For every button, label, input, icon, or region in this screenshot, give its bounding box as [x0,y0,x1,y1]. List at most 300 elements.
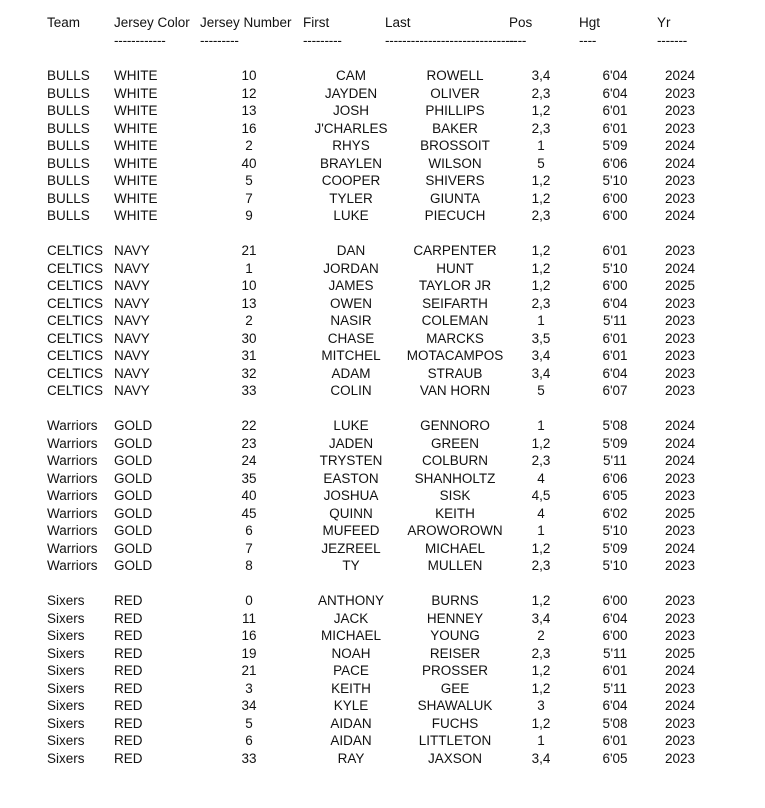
year-cell: 2023 [664,750,696,766]
jersey-color-cell: RED [114,593,143,608]
table-row [0,155,765,173]
table-row [0,610,765,628]
position-cell: 1,2 [531,243,551,258]
table-row [0,662,765,680]
position-cell: 3 [537,698,545,713]
underline-first: --------- [303,33,342,48]
position-cell: 3,4 [531,68,551,83]
height-cell: 6'01 [602,330,628,346]
jersey-number-cell: 33 [241,383,257,398]
first-name-cell: QUINN [329,505,373,521]
team-cell: BULLS [47,120,90,136]
jersey-color-cell: NAVY [114,330,150,346]
table-row [0,470,765,488]
last-name-cell: STRAUB [427,365,483,381]
position-cell: 4,5 [531,488,551,503]
team-cell: BULLS [47,138,90,153]
position-cell: 2,3 [531,120,551,136]
team-cell: Warriors [47,540,98,556]
first-name-cell: RHYS [332,138,370,153]
table-row [0,347,765,365]
header-team: Team [47,15,81,30]
position-cell: 5 [537,383,545,398]
last-name-cell: KEITH [435,505,475,521]
position-cell: 3,4 [531,750,551,766]
team-cell: BULLS [47,190,90,206]
jersey-color-cell: NAVY [114,348,150,363]
team-cell: BULLS [47,68,90,83]
jersey-number-cell: 10 [241,278,257,293]
last-name-cell: SISK [439,488,471,503]
table-row [0,207,765,225]
jersey-number-cell: 32 [241,365,257,381]
jersey-color-cell: NAVY [114,278,150,293]
jersey-number-cell: 2 [245,138,253,153]
last-name-cell: AROWOROWN [407,523,503,538]
last-name-cell: WILSON [428,155,482,171]
first-name-cell: OWEN [330,295,372,311]
year-cell: 2024 [664,435,696,451]
team-cell: BULLS [47,173,90,188]
jersey-number-cell: 7 [245,190,253,206]
last-name-cell: GENNORO [420,418,490,433]
table-row [0,592,765,610]
position-cell: 2,3 [531,208,551,223]
jersey-color-cell: NAVY [114,365,150,381]
jersey-number-cell: 34 [241,698,257,713]
jersey-number-cell: 0 [245,593,253,608]
table-row [0,697,765,715]
year-cell: 2024 [664,155,696,171]
first-name-cell: RAY [337,750,365,766]
header-hgt: Hgt [579,15,601,30]
height-cell: 5'10 [602,260,628,276]
jersey-color-cell: GOLD [114,435,153,451]
position-cell: 4 [537,505,545,521]
year-cell: 2023 [664,348,696,363]
table-row [0,435,765,453]
first-name-cell: AIDAN [330,715,372,731]
position-cell: 1,2 [531,680,551,696]
jersey-color-cell: RED [114,680,143,696]
last-name-cell: PROSSER [421,663,489,678]
table-row [0,260,765,278]
height-cell: 6'00 [602,278,628,293]
year-cell: 2023 [664,523,696,538]
jersey-color-cell: GOLD [114,488,153,503]
header-jersey-color: Jersey Color [114,15,190,30]
last-name-cell: BAKER [432,120,478,136]
team-cell: CELTICS [47,383,104,398]
table-row [0,417,765,435]
year-cell: 2023 [664,715,696,731]
year-cell: 2023 [664,103,696,118]
year-cell: 2023 [664,330,696,346]
header-last: Last [385,15,411,30]
first-name-cell: TYLER [329,190,373,206]
table-row [0,242,765,260]
position-cell: 1,2 [531,103,551,118]
table-row [0,557,765,575]
team-cell: Warriors [47,558,98,573]
year-cell: 2025 [664,505,696,521]
height-cell: 6'01 [602,733,628,748]
year-cell: 2024 [664,453,696,468]
jersey-color-cell: RED [114,715,143,731]
first-name-cell: MICHAEL [320,628,381,643]
team-cell: Sixers [47,680,85,696]
first-name-cell: JAYDEN [324,85,378,101]
first-name-cell: JEZREEL [321,540,381,556]
header-jersey-number: Jersey Number [200,15,292,30]
jersey-color-cell: RED [114,698,143,713]
jersey-color-cell: WHITE [114,120,158,136]
header-yr: Yr [657,15,671,30]
first-name-cell: J'CHARLES [314,120,388,136]
jersey-number-cell: 40 [241,155,257,171]
jersey-color-cell: GOLD [114,418,153,433]
position-cell: 3,4 [531,610,551,626]
year-cell: 2023 [664,383,696,398]
first-name-cell: BRAYLEN [319,155,383,171]
jersey-number-cell: 33 [241,750,257,766]
jersey-number-cell: 13 [241,295,257,311]
height-cell: 6'04 [602,85,628,101]
team-cell: Sixers [47,645,85,661]
team-cell: CELTICS [47,313,104,328]
height-cell: 6'04 [602,68,628,83]
team-cell: Warriors [47,523,98,538]
team-cell: Warriors [47,488,98,503]
team-cell: Warriors [47,453,98,468]
year-cell: 2025 [664,645,696,661]
first-name-cell: NASIR [330,313,372,328]
underline-yr: ------- [657,33,688,48]
year-cell: 2023 [664,558,696,573]
table-row [0,102,765,120]
height-cell: 6'04 [602,295,628,311]
position-cell: 1 [537,313,545,328]
last-name-cell: LITTLETON [418,733,492,748]
table-row [0,382,765,400]
jersey-color-cell: GOLD [114,523,153,538]
team-cell: CELTICS [47,295,104,311]
jersey-color-cell: WHITE [114,103,158,118]
last-name-cell: MARCKS [426,330,484,346]
jersey-number-cell: 19 [241,645,257,661]
position-cell: 2,3 [531,295,551,311]
position-cell: 1 [537,418,545,433]
jersey-number-cell: 11 [241,610,256,626]
first-name-cell: TRYSTEN [319,453,383,468]
last-name-cell: CARPENTER [413,243,497,258]
year-cell: 2024 [664,208,696,223]
jersey-number-cell: 6 [245,733,253,748]
last-name-cell: SEIFARTH [422,295,488,311]
height-cell: 5'10 [602,558,628,573]
height-cell: 5'08 [602,418,628,433]
underline-last: ------------------------------ [385,33,514,48]
first-name-cell: JACK [333,610,369,626]
team-cell: CELTICS [47,348,104,363]
last-name-cell: MOTACAMPOS [406,348,504,363]
jersey-color-cell: RED [114,610,143,626]
last-name-cell: OLIVER [430,85,480,101]
table-row [0,680,765,698]
position-cell: 1,2 [531,540,551,556]
table-row [0,172,765,190]
position-cell: 2,3 [531,645,551,661]
jersey-color-cell: GOLD [114,505,153,521]
table-row [0,645,765,663]
last-name-cell: SHAWALUK [417,698,493,713]
jersey-number-cell: 5 [245,173,253,188]
table-row [0,330,765,348]
table-row [0,750,765,768]
jersey-color-cell: WHITE [114,190,158,206]
position-cell: 1 [537,523,545,538]
jersey-color-cell: NAVY [114,295,150,311]
position-cell: 1,2 [531,278,551,293]
first-name-cell: NOAH [331,645,371,661]
height-cell: 6'00 [602,190,628,206]
jersey-color-cell: GOLD [114,540,153,556]
jersey-number-cell: 13 [241,103,257,118]
jersey-number-cell: 21 [241,663,257,678]
last-name-cell: BURNS [431,593,479,608]
last-name-cell: HUNT [436,260,474,276]
last-name-cell: MULLEN [427,558,483,573]
underline-jersey-color: ------------ [114,33,166,48]
jersey-color-cell: WHITE [114,85,158,101]
position-cell: 1 [537,138,545,153]
first-name-cell: DAN [336,243,366,258]
height-cell: 5'11 [602,453,628,468]
last-name-cell: COLBURN [421,453,488,468]
team-cell: Sixers [47,663,85,678]
table-row [0,732,765,750]
team-cell: Warriors [47,435,98,451]
table-row [0,715,765,733]
height-cell: 5'10 [602,173,628,188]
last-name-cell: REISER [429,645,481,661]
height-cell: 6'06 [602,470,628,486]
first-name-cell: ANTHONY [317,593,384,608]
team-cell: BULLS [47,85,90,101]
table-row [0,627,765,645]
jersey-color-cell: WHITE [114,138,158,153]
year-cell: 2024 [664,138,696,153]
jersey-color-cell: NAVY [114,313,150,328]
position-cell: 1,2 [531,260,551,276]
position-cell: 3,5 [531,330,551,346]
last-name-cell: FUCHS [431,715,479,731]
year-cell: 2023 [664,365,696,381]
last-name-cell: MICHAEL [424,540,485,556]
team-cell: Warriors [47,418,98,433]
table-row [0,67,765,85]
jersey-number-cell: 24 [241,453,257,468]
jersey-color-cell: GOLD [114,558,153,573]
team-cell: Sixers [47,733,85,748]
jersey-number-cell: 3 [245,680,253,696]
table-row [0,120,765,138]
jersey-number-cell: 23 [241,435,257,451]
height-cell: 6'00 [602,208,628,223]
team-cell: Sixers [47,628,85,643]
year-cell: 2023 [664,593,696,608]
position-cell: 4 [537,470,545,486]
team-cell: Warriors [47,505,98,521]
height-cell: 6'06 [602,155,628,171]
height-cell: 6'04 [602,698,628,713]
height-cell: 6'07 [602,383,628,398]
first-name-cell: AIDAN [330,733,372,748]
year-cell: 2023 [664,173,696,188]
jersey-number-cell: 9 [245,208,253,223]
first-name-cell: KEITH [331,680,371,696]
year-cell: 2023 [664,120,696,136]
jersey-number-cell: 7 [245,540,253,556]
jersey-number-cell: 1 [245,260,253,276]
jersey-number-cell: 30 [241,330,257,346]
first-name-cell: MITCHEL [321,348,381,363]
team-cell: CELTICS [47,243,104,258]
first-name-cell: ADAM [331,365,371,381]
first-name-cell: PACE [333,663,369,678]
position-cell: 3,4 [531,365,551,381]
team-cell: CELTICS [47,260,104,276]
team-cell: Sixers [47,715,85,731]
position-cell: 1,2 [531,435,551,451]
year-cell: 2023 [664,85,696,101]
jersey-number-cell: 45 [241,505,257,521]
first-name-cell: EASTON [323,470,379,486]
jersey-color-cell: NAVY [114,243,150,258]
position-cell: 1,2 [531,663,551,678]
height-cell: 5'11 [602,645,628,661]
position-cell: 2,3 [531,85,551,101]
height-cell: 6'04 [602,610,628,626]
table-row [0,452,765,470]
position-cell: 1 [537,733,545,748]
jersey-color-cell: WHITE [114,173,158,188]
team-cell: BULLS [47,155,90,171]
jersey-number-cell: 16 [241,120,257,136]
header-first: First [303,15,330,30]
table-row [0,295,765,313]
year-cell: 2024 [664,418,696,433]
last-name-cell: GEE [440,680,470,696]
last-name-cell: ROWELL [426,68,484,83]
height-cell: 5'09 [602,540,628,556]
table-row [0,522,765,540]
jersey-color-cell: RED [114,750,143,766]
team-cell: Sixers [47,610,85,626]
jersey-number-cell: 10 [241,68,257,83]
position-cell: 3,4 [531,348,551,363]
year-cell: 2023 [664,295,696,311]
last-name-cell: YOUNG [430,628,480,643]
height-cell: 6'01 [602,120,628,136]
table-row [0,312,765,330]
year-cell: 2025 [664,278,696,293]
first-name-cell: JOSHUA [323,488,379,503]
team-cell: BULLS [47,103,90,118]
first-name-cell: CHASE [327,330,375,346]
jersey-color-cell: WHITE [114,155,158,171]
first-name-cell: CAM [336,68,366,83]
year-cell: 2024 [664,698,696,713]
year-cell: 2024 [664,663,696,678]
table-row [0,540,765,558]
last-name-cell: JAXSON [427,750,482,766]
jersey-color-cell: GOLD [114,470,153,486]
last-name-cell: BROSSOIT [420,138,490,153]
underline-pos: ---- [509,33,527,48]
first-name-cell: COOPER [321,173,381,188]
height-cell: 6'05 [602,750,628,766]
year-cell: 2024 [664,68,696,83]
height-cell: 6'00 [602,628,628,643]
jersey-color-cell: RED [114,645,143,661]
year-cell: 2024 [664,260,696,276]
first-name-cell: JOSH [332,103,369,118]
height-cell: 6'04 [602,365,628,381]
team-cell: CELTICS [47,330,104,346]
jersey-number-cell: 40 [241,488,257,503]
first-name-cell: JADEN [328,435,374,451]
jersey-number-cell: 2 [245,313,253,328]
team-cell: CELTICS [47,278,104,293]
header-pos: Pos [509,15,533,30]
last-name-cell: COLEMAN [421,313,489,328]
last-name-cell: SHANHOLTZ [414,470,496,486]
year-cell: 2023 [664,610,696,626]
height-cell: 6'01 [602,103,628,118]
year-cell: 2023 [664,628,696,643]
position-cell: 5 [537,155,545,171]
last-name-cell: GREEN [430,435,479,451]
position-cell: 1,2 [531,593,551,608]
jersey-number-cell: 6 [245,523,253,538]
jersey-color-cell: WHITE [114,68,158,83]
year-cell: 2024 [664,540,696,556]
jersey-number-cell: 22 [241,418,257,433]
last-name-cell: VAN HORN [419,383,491,398]
height-cell: 6'02 [602,505,628,521]
height-cell: 6'01 [602,348,628,363]
year-cell: 2023 [664,313,696,328]
height-cell: 5'11 [602,680,628,696]
height-cell: 5'08 [602,715,628,731]
team-cell: Warriors [47,470,98,486]
year-cell: 2023 [664,733,696,748]
position-cell: 1,2 [531,715,551,731]
first-name-cell: LUKE [333,418,369,433]
team-cell: CELTICS [47,365,104,381]
team-cell: Sixers [47,698,85,713]
table-row [0,487,765,505]
table-row [0,505,765,523]
first-name-cell: TY [342,558,360,573]
height-cell: 5'09 [602,138,628,153]
table-row [0,277,765,295]
underline-jersey-number: --------- [200,33,239,48]
jersey-number-cell: 21 [241,243,257,258]
first-name-cell: COLIN [330,383,372,398]
last-name-cell: HENNEY [426,610,484,626]
